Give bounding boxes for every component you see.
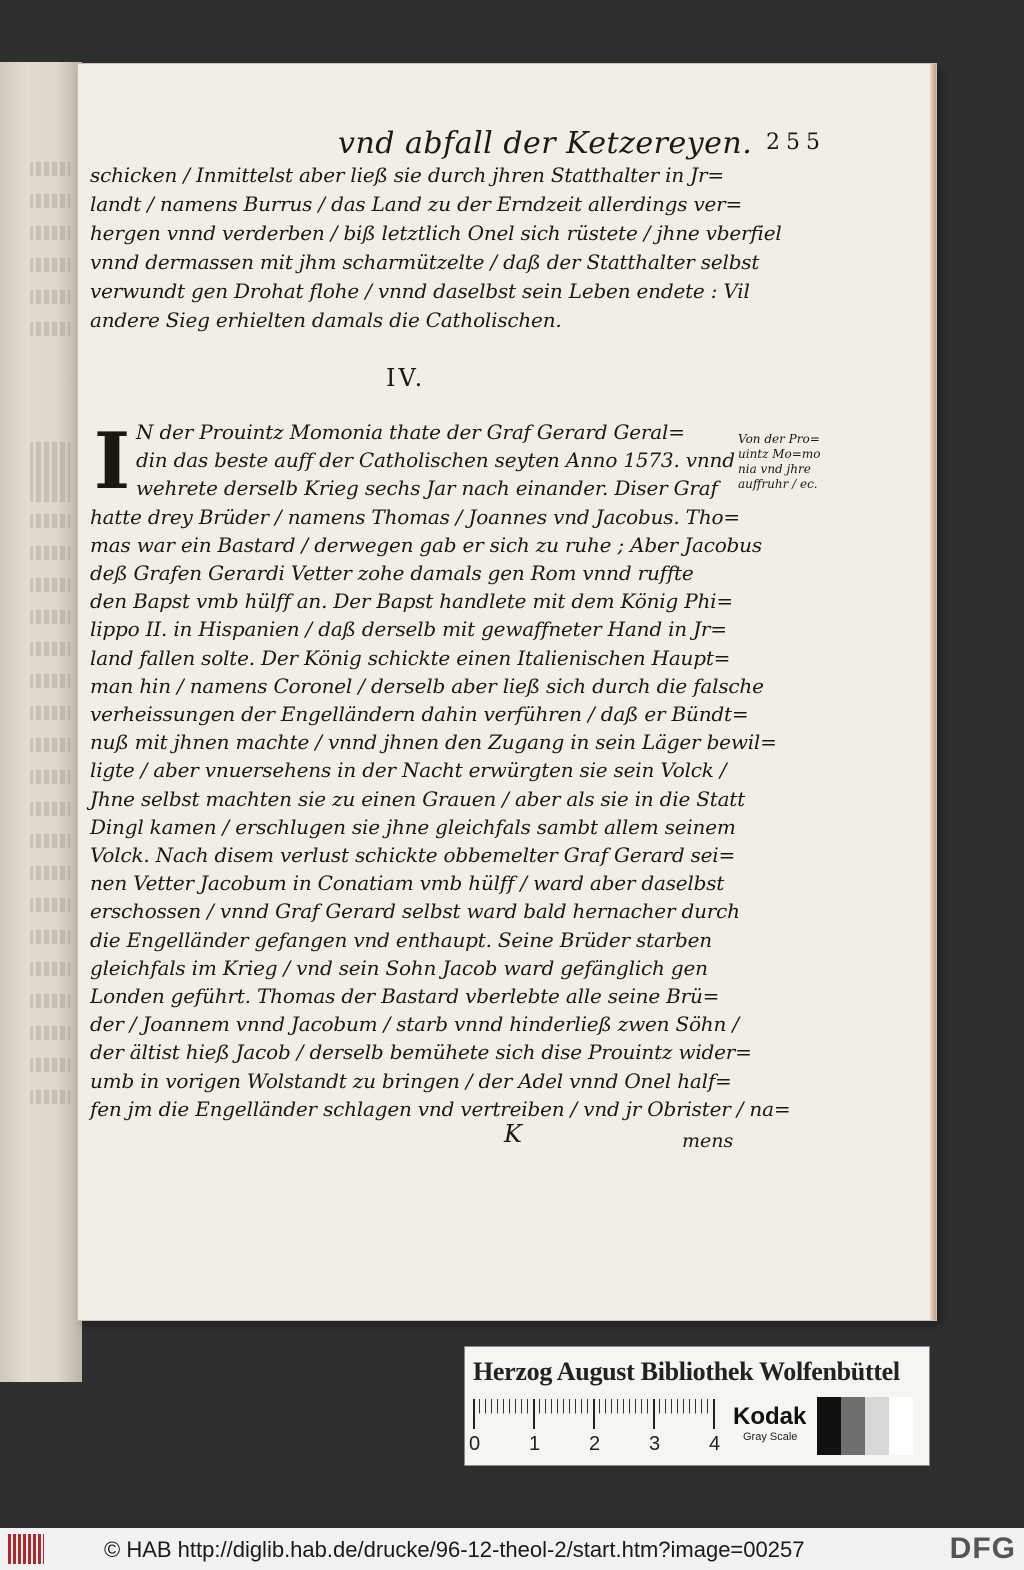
ruler-label: 4 xyxy=(709,1433,721,1455)
ruler-scale xyxy=(473,1399,721,1433)
ruler-labels xyxy=(469,1433,733,1457)
text-line: der / Joannem vnnd Jacobum / starb vnnd hinderließ zwen Söhn / xyxy=(90,1012,739,1037)
paragraph-1 xyxy=(90,161,782,335)
page-edge xyxy=(930,64,936,1320)
text-line: verwundt gen Drohat flohe / vnnd daselbst sein Leben endete : Vil xyxy=(90,279,750,303)
gray-patch xyxy=(865,1397,889,1455)
gray-patch xyxy=(889,1397,913,1455)
text-line: erschossen / vnnd Graf Gerard selbst ward bald hernacher durch xyxy=(90,899,740,924)
page-header xyxy=(258,126,826,166)
text-line: verheissungen der Engelländern dahin verführen / daß er Bündt= xyxy=(90,702,749,727)
ruler-label: 0 xyxy=(469,1433,481,1455)
text-line: nen Vetter Jacobum in Conatiam vmb hülff / ward aber daselbst xyxy=(90,871,725,896)
book-fore-edge xyxy=(0,62,30,1382)
paragraph-2 xyxy=(90,418,790,1123)
text-line: Londen geführt. Thomas der Bastard vberlebte alle seine Brü= xyxy=(90,984,720,1009)
text-line: mas war ein Bastard / derwegen gab er sich zu ruhe ; Aber Jacobus xyxy=(90,532,762,557)
gray-patch xyxy=(841,1397,865,1455)
marginal-note-line: uintz Mo=mo xyxy=(738,447,821,461)
text-line: vnnd dermassen mit jhm scharmützelte / daß der Statthalter selbst xyxy=(90,250,760,274)
text-line: N der Prouintz Momonia thate der Graf Gerard Geral= xyxy=(136,420,685,444)
catchword: mens xyxy=(682,1130,734,1152)
marginal-note-line: Von der Pro= xyxy=(738,432,820,446)
text-line: man hin / namens Coronel / derselb aber ließ sich durch die falsche xyxy=(90,673,764,698)
ruler-major-ticks xyxy=(473,1399,715,1429)
text-line: umb in vorigen Wolstandt zu bringen / der Adel vnnd Onel half= xyxy=(90,1068,732,1093)
text-line: die Engelländer gefangen vnd enthaupt. Seine Brüder starben xyxy=(90,927,712,952)
marginal-note-line: auffruhr / ec. xyxy=(738,477,818,491)
text-line: ligte / aber vnuersehens in der Nacht erwürgten sie sein Volck / xyxy=(90,758,727,783)
running-head: vnd abfall der Ketzereyen. xyxy=(338,126,753,161)
text-line: fen jm die Engelländer schlagen vnd vertreiben / vnd jr Obrister / na= xyxy=(90,1096,791,1121)
gray-scale-label: Gray Scale xyxy=(743,1431,798,1443)
text-line: hergen vnnd verderben / biß letztlich Onel sich rüstete / jhne vberfiel xyxy=(90,221,782,245)
dfg-logo: DFG xyxy=(949,1532,1016,1565)
footer-bar xyxy=(0,1528,1024,1570)
ruler-label: 2 xyxy=(589,1433,601,1455)
text-line: der ältist hieß Jacob / derselb bemühete sich dise Prouintz wider= xyxy=(90,1040,752,1065)
kodak-brand: Kodak xyxy=(733,1403,807,1430)
library-name: Herzog August Bibliothek Wolfenbüttel xyxy=(473,1357,900,1386)
marginal-note xyxy=(738,432,838,492)
source-url[interactable]: © HAB http://diglib.hab.de/drucke/96-12-theol-2/start.htm?image=00257 xyxy=(104,1537,805,1562)
text-line: den Bapst vmb hülff an. Der Bapst handlete mit dem König Phi= xyxy=(90,589,733,614)
drop-cap-initial: I xyxy=(93,416,131,507)
text-line: gleichfals im Krieg / vnd sein Sohn Jacob ward gefänglich gen xyxy=(90,955,708,980)
gray-patch xyxy=(817,1397,841,1455)
section-heading: IV. xyxy=(386,364,426,392)
text-line: din das beste auff der Catholischen seyten Anno 1573. vnnd xyxy=(136,448,735,473)
kodak-label xyxy=(733,1403,806,1443)
text-line: landt / namens Burrus / das Land zu der Erndzeit allerdings ver= xyxy=(90,192,743,216)
text-line: wehrete derselb Krieg sechs Jar nach einander. Diser Graf xyxy=(136,476,718,501)
hab-logo-icon xyxy=(8,1534,44,1564)
book-page xyxy=(78,64,936,1320)
ruler-label: 1 xyxy=(529,1433,541,1455)
signature-mark: K xyxy=(504,1120,522,1148)
text-line: deß Grafen Gerardi Vetter zohe damals gen Rom vnnd ruffte xyxy=(90,561,694,586)
text-line: hatte drey Brüder / namens Thomas / Joannes vnd Jacobus. Tho= xyxy=(90,504,740,529)
text-line: Jhne selbst machten sie zu einen Grauen / aber als sie in die Statt xyxy=(90,786,745,811)
text-line: Dingl kamen / erschlugen sie jhne gleichfals sambt allem seinem xyxy=(90,814,736,839)
text-line: lippo II. in Hispanien / daß derselb mit gewaffneter Hand in Jr= xyxy=(90,617,727,642)
text-line: andere Sieg erhielten damals die Catholischen. xyxy=(90,308,562,332)
page-number: 255 xyxy=(766,130,826,155)
ruler-label: 3 xyxy=(649,1433,661,1455)
color-calibration-card xyxy=(464,1346,930,1466)
text-line: schicken / Inmittelst aber ließ sie durch jhren Statthalter in Jr= xyxy=(90,163,724,187)
text-line: land fallen solte. Der König schickte einen Italienischen Haupt= xyxy=(90,645,731,670)
gray-scale-patches xyxy=(817,1397,913,1455)
text-line: Volck. Nach disem verlust schickte obbemelter Graf Gerard sei= xyxy=(90,843,736,868)
text-line: nuß mit jhnen machte / vnnd jhnen den Zugang in sein Läger bewil= xyxy=(90,730,777,755)
marginal-note-line: nia vnd jhre xyxy=(738,462,811,476)
